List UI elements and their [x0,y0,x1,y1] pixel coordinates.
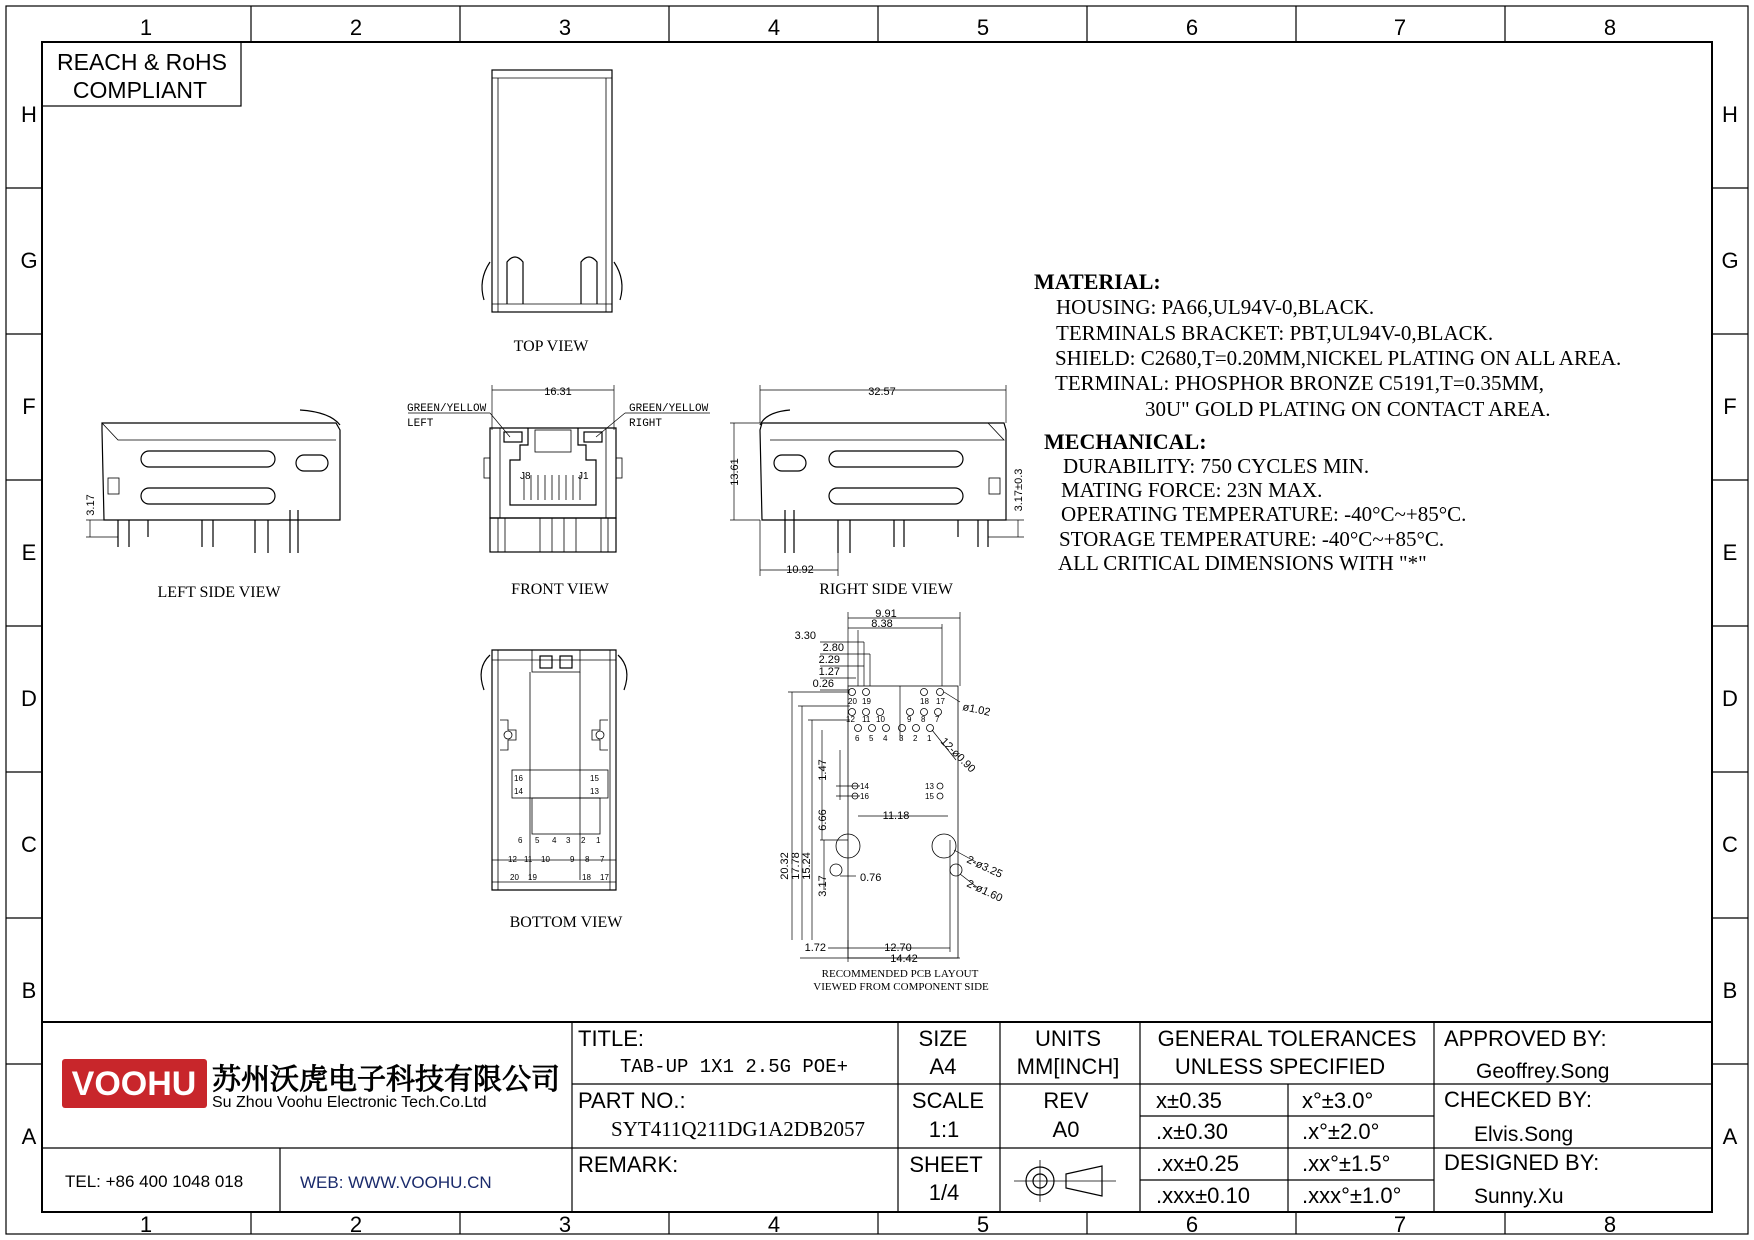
pcb-pin-14: 14 [860,782,869,791]
dim-hole-160: 2-ø1.60 [964,877,1005,905]
left-side-view-caption: LEFT SIDE VIEW [157,584,281,601]
pcb-pin-15: 15 [925,792,934,801]
title-label: TITLE: [578,1026,645,1051]
row-label-h-right: H [1722,102,1738,127]
pcb-pin-5: 5 [869,734,874,743]
part-number-value: SYT411Q211DG1A2DB2057 [611,1117,865,1141]
bottom-pin-12: 12 [508,855,517,864]
pcb-layout-caption-1: RECOMMENDED PCB LAYOUT [821,968,979,980]
row-label-f: F [22,394,36,419]
pcb-pin-labels [846,697,945,801]
bottom-pin-19: 19 [528,873,537,882]
pcb-pin-8: 8 [921,715,926,724]
front-led-right-position: RIGHT [629,418,663,430]
row-label-d: D [21,686,37,711]
checked-by-value: Elvis.Song [1474,1123,1574,1146]
dim-side-height: 13.61 [729,458,741,486]
checked-by-label: CHECKED BY: [1444,1087,1592,1112]
bottom-pin-9: 9 [570,855,575,864]
sheet-label: SHEET [909,1152,983,1177]
col-label-3: 3 [558,15,572,40]
pcb-pin-4: 4 [883,734,888,743]
row-label-a: A [21,1124,37,1149]
company-tel: TEL: +86 400 1048 018 [65,1172,244,1191]
pcb-pin-7: 7 [935,715,940,724]
designed-by-label: DESIGNED BY: [1444,1150,1600,1175]
dim-v-20-32: 20.32 [779,852,791,880]
mechanical-line-1: DURABILITY: 750 CYCLES MIN. [1063,454,1370,478]
col-label-1-bottom: 1 [139,1212,153,1237]
col-label-5-bottom: 5 [976,1212,990,1237]
row-label-e-right: E [1722,540,1738,565]
mechanical-line-3: OPERATING TEMPERATURE: -40°C~+85°C. [1061,502,1467,526]
row-label-c: C [21,832,37,857]
bottom-view-caption: BOTTOM VIEW [509,914,623,931]
col-label-6: 6 [1185,15,1199,40]
col-label-4: 4 [767,15,781,40]
mechanical-line-5: ALL CRITICAL DIMENSIONS WITH "*" [1058,551,1427,575]
dim-h-12-70: 12.70 [884,942,912,954]
dim-h-11-18: 11.18 [882,810,910,822]
col-label-8: 8 [1603,15,1617,40]
right-side-view-caption: RIGHT SIDE VIEW [819,581,953,598]
row-label-g: G [20,248,38,273]
row-label-c-right: C [1722,832,1738,857]
pcb-pin-9: 9 [907,715,912,724]
tolerances-heading-2: UNLESS SPECIFIED [1174,1054,1386,1079]
logo-text: VOOHU [71,1065,197,1103]
company-website: WEB: WWW.VOOHU.CN [300,1173,492,1192]
pcb-pin-17: 17 [936,697,945,706]
notes-mechanical [1044,429,1466,575]
col-label-2: 2 [349,15,363,40]
size-value: A4 [929,1054,957,1079]
pcb-layout-drawing [788,612,978,962]
company-logo [62,1059,207,1108]
rev-value: A0 [1052,1117,1080,1142]
mechanical-line-2: MATING FORCE: 23N MAX. [1061,478,1323,502]
size-label: SIZE [918,1026,968,1051]
title-value: TAB-UP 1X1 2.5G POE+ [619,1056,849,1078]
mechanical-heading: MECHANICAL: [1044,429,1207,454]
designed-by-value: Sunny.Xu [1474,1185,1564,1208]
col-label-6-bottom: 6 [1185,1212,1199,1237]
company-name-chinese: 苏州沃虎电子科技有限公司 [212,1064,561,1096]
bottom-pin-16: 16 [514,774,523,783]
row-label-b: B [21,978,37,1003]
tolerance-linear-1: .x±0.30 [1156,1119,1229,1144]
pcb-pin-1: 1 [927,734,932,743]
tolerance-angular-0: x°±3.0° [1302,1088,1374,1113]
right-side-view-drawing [730,385,1024,576]
bottom-pin-4: 4 [552,836,557,845]
col-label-8-bottom: 8 [1603,1212,1617,1237]
material-line-2: TERMINALS BRACKET: PBT,UL94V-0,BLACK. [1056,321,1494,345]
dim-pcb-left-5: 0.26 [812,678,834,690]
front-j8-label: J8 [520,471,531,482]
top-view-drawing [482,70,622,312]
dim-v-17-78: 17.78 [790,852,802,880]
pcb-pin-10: 10 [876,715,885,724]
row-label-g-right: G [1721,248,1739,273]
front-j1-label: J1 [578,471,589,482]
bottom-pin-11: 11 [524,855,533,864]
dim-pcb-left-4: 1.27 [818,666,840,678]
col-label-7-bottom: 7 [1393,1212,1407,1237]
dim-left-pin: 3.17 [85,494,97,516]
dim-v-15-24: 15.24 [801,852,813,880]
pcb-dimension-labels [779,608,1004,965]
material-line-1: HOUSING: PA66,UL94V-0,BLACK. [1056,295,1375,319]
col-label-1: 1 [139,15,153,40]
units-value: MM[INCH] [1016,1054,1120,1079]
tolerance-angular-1: .x°±2.0° [1302,1119,1380,1144]
dim-hole-090: 12-ø0.90 [937,735,978,776]
tolerance-linear-2: .xx±0.25 [1156,1151,1240,1176]
remark-label: REMARK: [578,1152,679,1177]
material-line-5: 30U" GOLD PLATING ON CONTACT AREA. [1145,397,1551,421]
pcb-pin-13: 13 [925,782,934,791]
dim-hole-102: ø1.02 [961,701,992,719]
rev-label: REV [1043,1088,1089,1113]
front-led-right-label: GREEN/YELLOW [629,403,709,415]
company-name-english: Su Zhou Voohu Electronic Tech.Co.Ltd [212,1094,487,1111]
bottom-view-drawing [481,650,627,890]
top-view-caption: TOP VIEW [513,338,589,355]
tolerance-linear-0: x±0.35 [1156,1088,1222,1113]
approved-by-value: Geoffrey.Song [1476,1060,1610,1083]
pcb-pin-12: 12 [846,715,855,724]
compliance-line-1: REACH & RoHS [57,49,227,75]
col-label-4-bottom: 4 [767,1212,781,1237]
bottom-pin-2: 2 [581,836,586,845]
pcb-pin-20: 20 [848,697,857,706]
front-view-caption: FRONT VIEW [511,581,609,598]
bottom-pin-1: 1 [596,836,601,845]
left-side-view-drawing [86,410,340,553]
projection-symbol-icon [1014,1160,1116,1202]
dim-pcb-left-3: 2.29 [818,654,840,666]
bottom-pin-6: 6 [518,836,523,845]
tolerance-angular-3: .xxx°±1.0° [1302,1183,1402,1208]
scale-value: 1:1 [928,1117,960,1142]
dim-h-1-72: 1.72 [804,942,826,954]
row-label-e: E [21,540,37,565]
bottom-pin-14: 14 [514,787,523,796]
bottom-pin-13: 13 [590,787,599,796]
pcb-pin-11: 11 [862,715,871,724]
dim-pcb-left-2: 2.80 [822,642,844,654]
mechanical-line-4: STORAGE TEMPERATURE: -40°C~+85°C. [1059,527,1445,551]
col-label-2-bottom: 2 [349,1212,363,1237]
material-line-3: SHIELD: C2680,T=0.20MM,NICKEL PLATING ON ALL AREA. [1055,346,1622,370]
row-label-d-right: D [1722,686,1738,711]
front-led-left-position: LEFT [407,418,434,430]
compliance-line-2: COMPLIANT [72,77,208,103]
bottom-pin-3: 3 [566,836,571,845]
pcb-pin-2: 2 [913,734,918,743]
dim-h-0-76: 0.76 [860,872,882,884]
bottom-pin-20: 20 [510,873,519,882]
dim-h-14-42: 14.42 [890,953,918,965]
dim-pcb-left-1: 3.30 [794,630,816,642]
pcb-layout-caption-2: VIEWED FROM COMPONENT SIDE [813,981,989,993]
col-label-5: 5 [976,15,990,40]
pcb-pin-18: 18 [920,697,929,706]
approved-by-label: APPROVED BY: [1444,1026,1607,1051]
pcb-pin-3: 3 [899,734,904,743]
dim-v-3-17: 3.17 [817,875,829,897]
bottom-pin-15: 15 [590,774,599,783]
dim-v-1-47: 1.47 [817,759,829,781]
sheet-value: 1/4 [928,1180,960,1205]
dim-front-width: 16.31 [544,386,572,398]
dim-pcb-top-1: 9.91 [875,608,897,620]
tolerances-heading-1: GENERAL TOLERANCES [1157,1026,1417,1051]
dim-hole-325: 2-ø3.25 [964,853,1005,881]
part-number-label: PART NO.: [578,1088,686,1113]
material-heading: MATERIAL: [1034,269,1161,294]
dim-side-width: 32.57 [868,386,896,398]
material-line-4: TERMINAL: PHOSPHOR BRONZE C5191,T=0.35MM, [1055,371,1545,395]
bottom-pin-17: 17 [600,873,609,882]
units-label: UNITS [1035,1026,1101,1051]
bottom-pin-5: 5 [535,836,540,845]
pcb-pin-6: 6 [855,734,860,743]
dim-pcb-top-2: 8.38 [871,618,893,630]
bottom-pin-7: 7 [600,855,605,864]
dim-side-offset: 10.92 [786,564,814,576]
col-label-3-bottom: 3 [558,1212,572,1237]
notes-material [1034,269,1621,421]
bottom-pin-8: 8 [585,855,590,864]
scale-label: SCALE [911,1088,985,1113]
pcb-pin-16: 16 [860,792,869,801]
row-label-b-right: B [1722,978,1738,1003]
compliance-box [42,42,241,106]
bottom-pin-10: 10 [541,855,550,864]
row-label-a-right: A [1722,1124,1738,1149]
bottom-pin-18: 18 [582,873,591,882]
dim-side-pin: 3.17±0.3 [1013,468,1025,512]
pcb-pin-19: 19 [862,697,871,706]
row-label-f-right: F [1723,394,1737,419]
row-label-h: H [21,102,37,127]
front-led-left-label: GREEN/YELLOW [407,403,487,415]
tolerance-linear-3: .xxx±0.10 [1156,1183,1251,1208]
tolerance-angular-2: .xx°±1.5° [1302,1151,1391,1176]
col-label-7: 7 [1393,15,1407,40]
dim-v-6-66: 6.66 [817,809,829,831]
bottom-view-pin-labels [508,774,609,882]
